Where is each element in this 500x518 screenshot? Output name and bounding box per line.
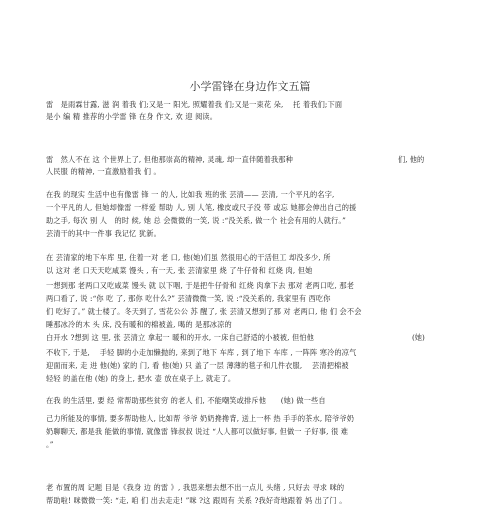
document-title: 小学雷锋在身边作文五篇 <box>189 80 311 93</box>
text-line: 是小 编 精 推荐的小学雷 锋 在身 作文, 欢 迎 阅读。 <box>46 112 218 121</box>
text-line: 迎面而来, 走 进 他(她) 家的 门, 看 他(她) 只 盖了一层 薄薄的毯子和几件衣服, 芸清把棉被 <box>46 361 349 370</box>
text-line: 芸清干的其中一件事 我记忆 犹新。 <box>46 229 161 238</box>
text-line: 们 吃好了。” 就士楼了。冬天到了, 雪花公公 苏 醒了, 张 芸清又想到了那 对 老两口, 他 们 会不会 <box>46 307 362 316</box>
text-line: 白开水 ?想到 这 里, 张 芸清立 拿起一 暖和的开水, 一床自己舒适的小被被, 但怕他 <box>46 333 315 342</box>
text-line: 。” <box>46 440 54 449</box>
text-line: 轻轻 的盖在他 (她) 的身上, 把水 壶 放在桌子上, 就走了。 <box>46 374 236 383</box>
text-line: 一个平凡的人, 但她却像雷 一样爱 帮助 人, 别 人笔, 橡皮或尺子没 带 或忘 她都会伸出自己的援 <box>46 203 357 212</box>
text-line: 己力所能及的事情, 要多帮助他人, 比如帮 爷爷 奶奶搀搀背, 送上一杯 热 手手的茶水, 陪爷爷奶 <box>46 414 355 423</box>
text-line: 一想到那 老两口又吃咸菜 馒头 就 以下咽, 于是把牛仔骨和 红烧 肉拿下去 那对 老两口吃, 那老 <box>46 281 355 290</box>
text-line: 以 这对 老 口天天吃咸菜 馒头 , 有一天, 张 芸清家里 烧 了牛仔骨和 红烧 肉, 但她 <box>46 266 313 275</box>
side-note: (她) <box>412 333 425 342</box>
text-line: 帮助啦! 咪微微一笑: “走, 咱 们 出去走走! ”咪 ?这 跟周有 关系 ?我好奇地跟着 妈 出了门 。 <box>46 496 347 505</box>
text-line: 两口看了, 说 :“你 吃 了, 那你 吃什么?” 芸清微微一笑, 说 :“没关系的, 我家里有 西吃你 <box>46 294 331 303</box>
text-line: 助之手, 每次 别 人 的时 候, 她 总 会微微的一笑, 说 :“没关系, 做一个 社会有用的人就行。” <box>46 216 346 225</box>
text-line: 在我 的现实 生活中也有像雷 锋 一 的人, 比如我 班的张 芸清—— 芸清, 一个平凡的名字, <box>46 190 335 199</box>
side-note: 们, 他的 <box>398 155 425 164</box>
text-line: 雷 然人不在 这 个世界上了, 但他那崇高的精神, 灵魂, 却一直伴随着我那种 <box>46 155 293 164</box>
text-line: 睡那冰冷的木 头 床, 没有暖和的棉被盖, 喝的 是那冰凉的 <box>46 320 232 329</box>
text-line: 人民服 的精神, 一直激励着我 们 。 <box>46 167 161 176</box>
text-line: 在我 的生活里, 要 经 常帮助那些贫穷 的老人 们, 不能嘲笑或排斥他 (她) 做一些自 <box>46 396 326 405</box>
text-line: 老 布置的周 记题 目是《我身 边 的雷 》, 我思来想去想不出一点儿 头绪 , 只好去 寻求 咪的 <box>46 483 345 492</box>
text-line: 不收下, 于是, 手轻 脚的小走加懒抛的, 来到了地下 车库 , 到了地下 车库 , 一阵阵 寒冷的凉气 <box>46 348 357 357</box>
text-line: 在 芸清家的地下车库 里, 住着一对 老 口, 他(她)们虽 然很用心的干活但工 却没多少, 所 <box>46 253 331 262</box>
text-line: 奶聊聊天, 都是我 能做的事情, 就像雷 锋叔叔 说过 “人人都可以做好事, 但做一 子好事, 很 难 <box>46 427 349 436</box>
text-line: 雷 是雨霖甘露, 滋 润 着我 们;又是一 阳光, 照耀着我 们;又是一束花 朵, 托 着我们;下面 <box>46 100 343 109</box>
